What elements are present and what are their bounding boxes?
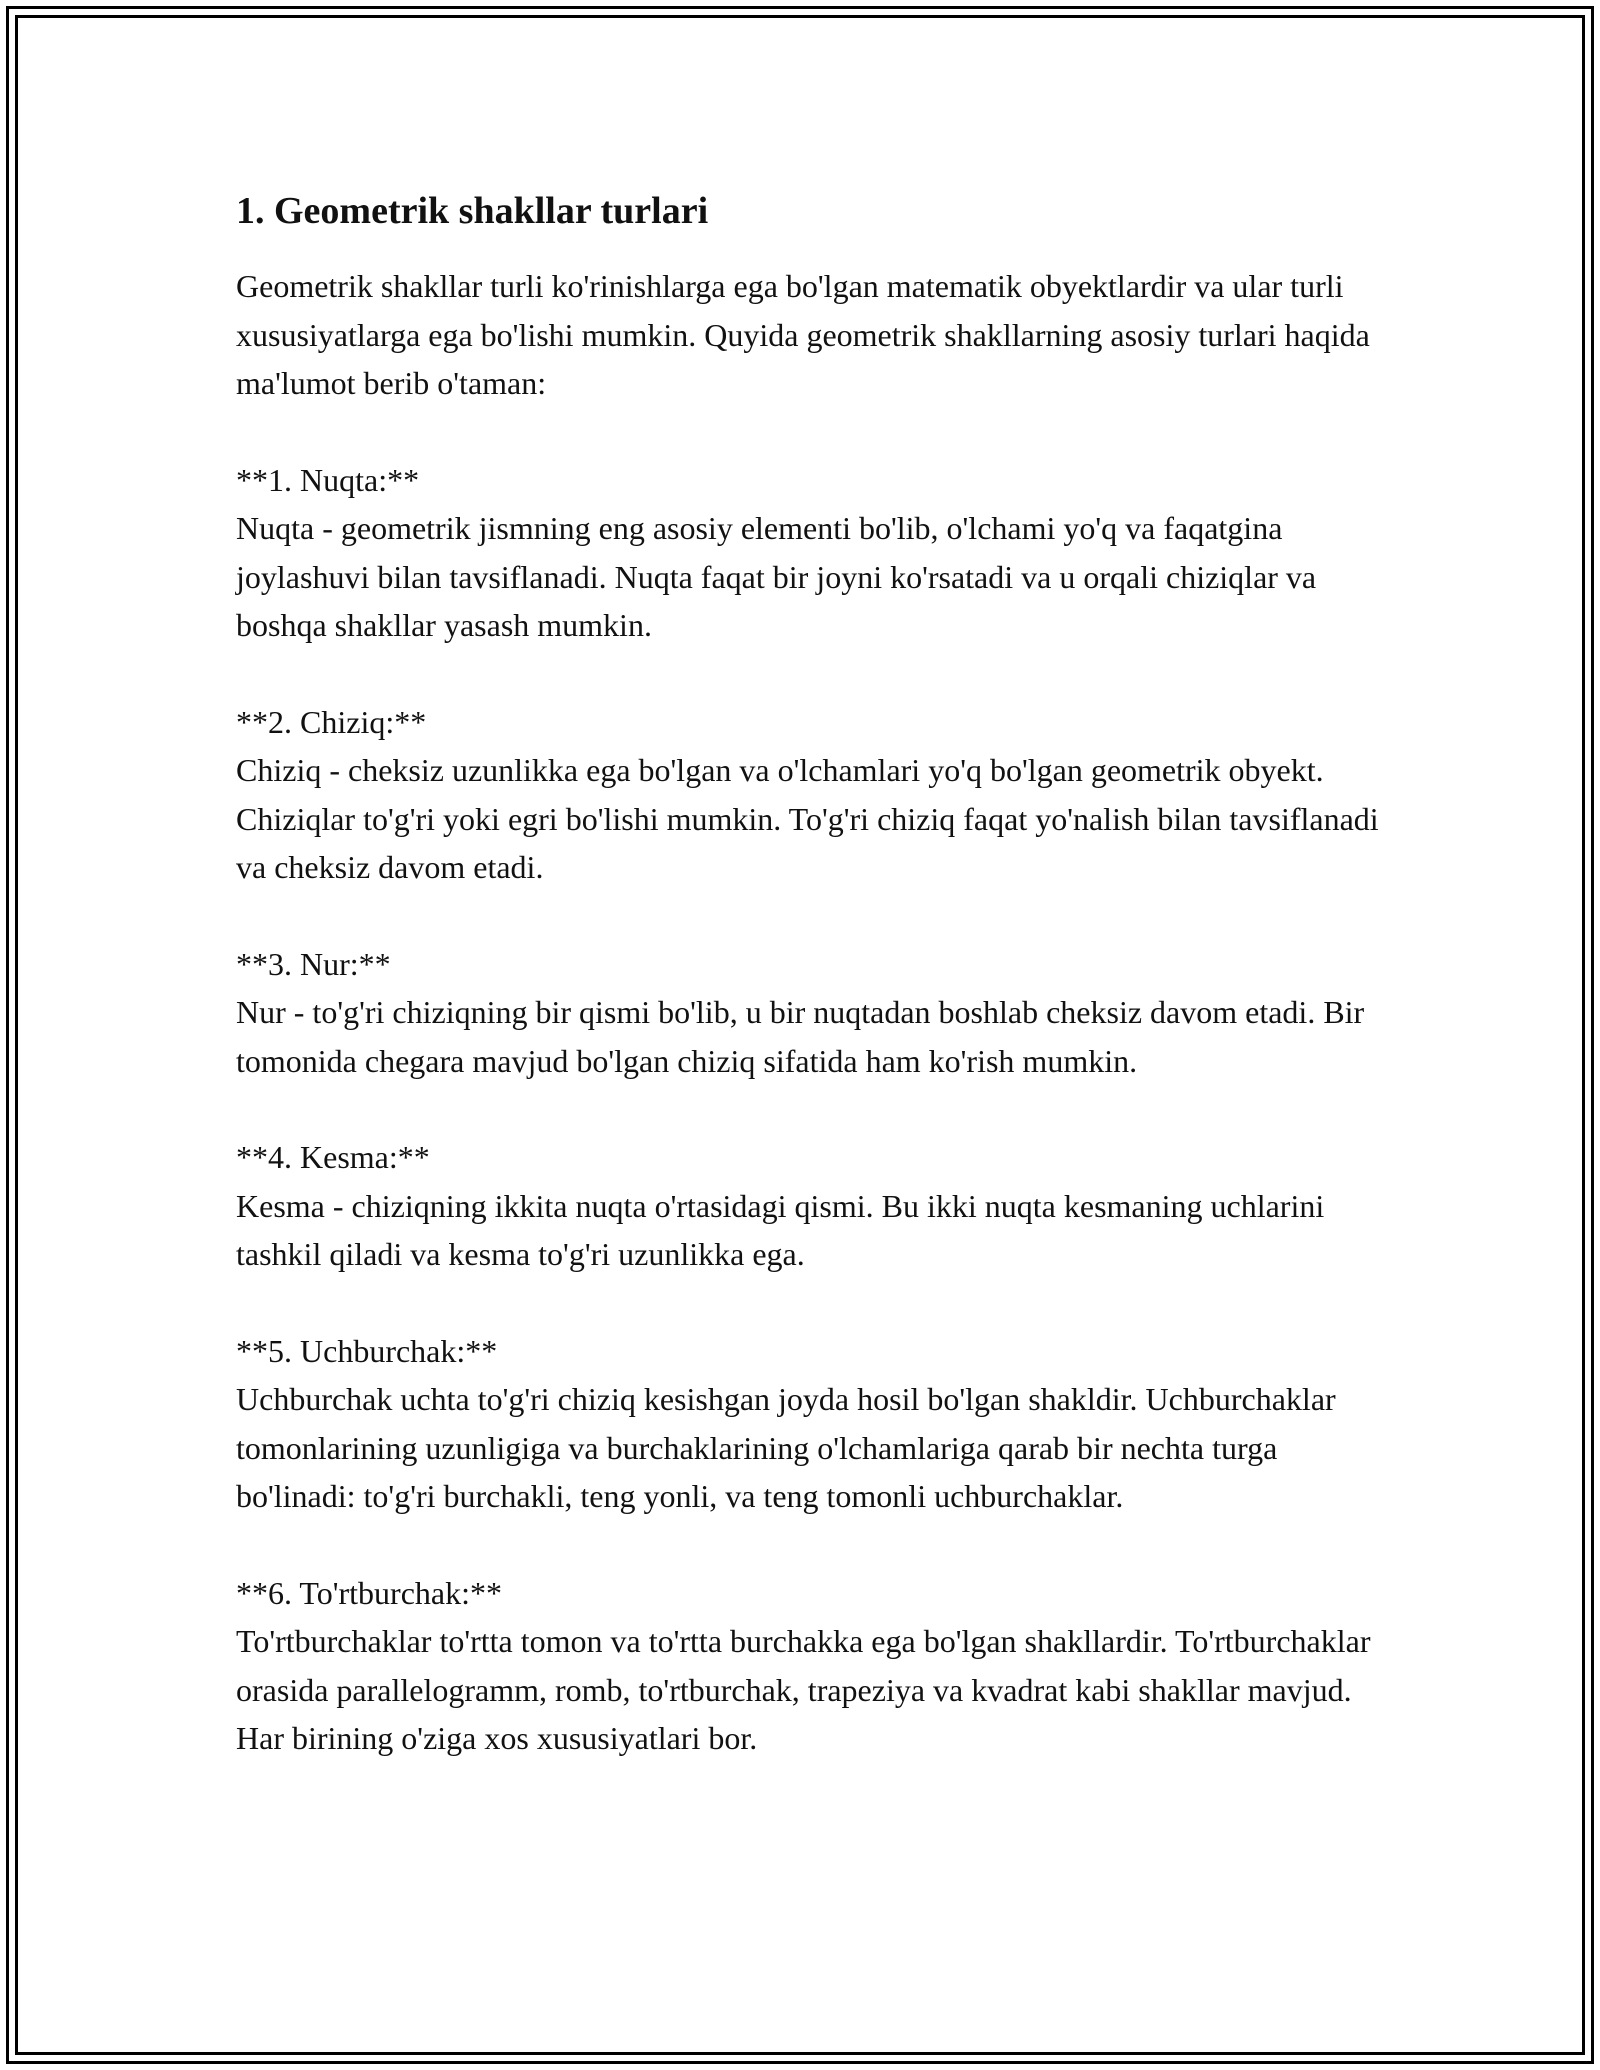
section-body: To'rtburchaklar to'rtta tomon va to'rtta burchakka ega bo'lgan shakllardir. To'rtburchaklar orasida parallelogramm, romb, to'rtburchak, trapeziya va kvadrat kabi shakllar mavjud. Har birining o'ziga xos xususiyatlari bor.	[236, 1623, 1371, 1756]
section-nur	[236, 940, 1386, 1086]
section-body: Nur - to'g'ri chiziqning bir qismi bo'lib, u bir nuqtadan boshlab cheksiz davom etadi. Bir tomonida chegara mavjud bo'lgan chiziq sifatida ham ko'rish mumkin.	[236, 994, 1365, 1079]
document-title: 1. Geometrik shakllar turlari	[236, 190, 709, 232]
section-body: Uchburchak uchta to'g'ri chiziq kesishgan joyda hosil bo'lgan shakldir. Uchburchaklar tomonlarining uzunligiga va burchaklarining o'lchamlariga qarab bir nechta turga bo'linadi: to'g'ri burchakli, teng yonli, va teng tomonli uchburchaklar.	[236, 1381, 1336, 1514]
section-nuqta	[236, 456, 1386, 650]
section-tortburchak	[236, 1569, 1386, 1763]
section-body: Chiziq - cheksiz uzunlikka ega bo'lgan va o'lchamlari yo'q bo'lgan geometrik obyekt. Chiziqlar to'g'ri yoki egri bo'lishi mumkin. To'g'ri chiziq faqat yo'nalish bilan tavsiflanadi va cheksiz davom etadi.	[236, 752, 1379, 885]
section-uchburchak	[236, 1327, 1386, 1521]
section-body: Kesma - chiziqning ikkita nuqta o'rtasidagi qismi. Bu ikki nuqta kesmaning uchlarini tashkil qiladi va kesma to'g'ri uzunlikka ega.	[236, 1187, 1325, 1272]
section-kesma	[236, 1133, 1386, 1279]
section-heading: **3. Nur:**	[236, 945, 391, 982]
section-chiziq	[236, 698, 1386, 892]
section-heading: **5. Uchburchak:**	[236, 1332, 498, 1369]
section-heading: **1. Nuqta:**	[236, 461, 420, 498]
section-heading: **4. Kesma:**	[236, 1139, 430, 1175]
document-content	[236, 186, 1386, 1763]
section-body: Nuqta - geometrik jismning eng asosiy elementi bo'lib, o'lchami yo'q va faqatgina joylashuvi bilan tavsiflanadi. Nuqta faqat bir joyni ko'rsatadi va u orqali chiziqlar va boshqa shakllar yasash mumkin.	[236, 510, 1317, 643]
section-heading: **6. To'rtburchak:**	[236, 1574, 502, 1611]
section-heading: **2. Chiziq:**	[236, 703, 427, 740]
intro-paragraph: Geometrik shakllar turli ko'rinishlarga ega bo'lgan matematik obyektlardir va ular turli xususiyatlarga ega bo'lishi mumkin. Quyida geometrik shakllarning asosiy turlari haqida ma'lumot berib o'taman:	[236, 268, 1370, 401]
